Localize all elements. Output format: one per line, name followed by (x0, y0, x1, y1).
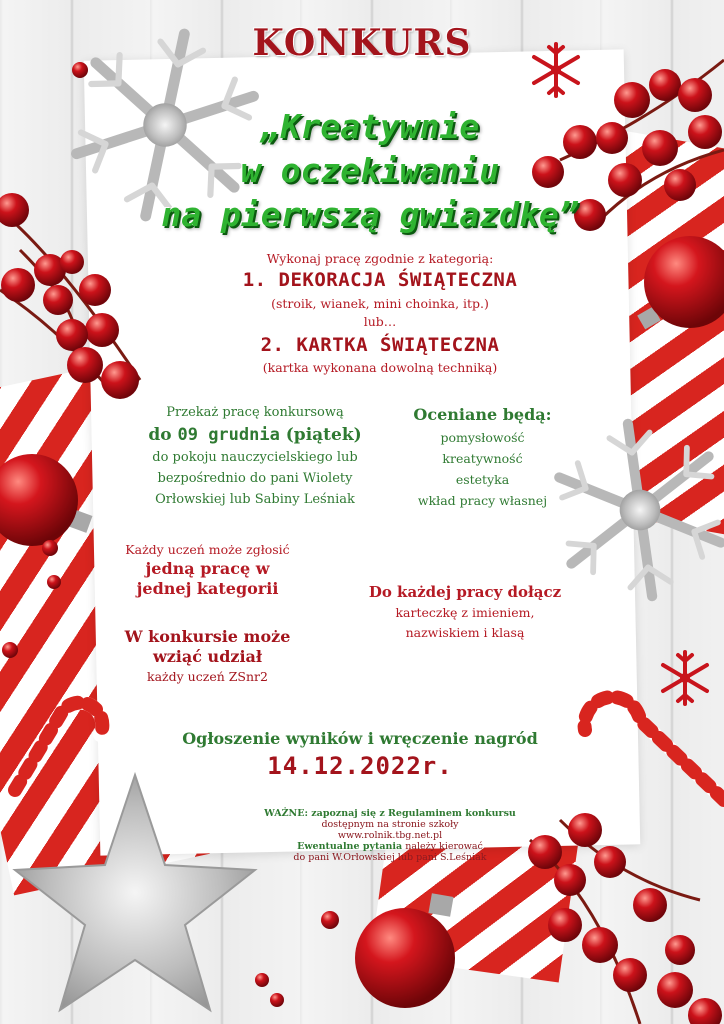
criteria-title: Oceniane będą: (413, 405, 552, 424)
christmas-ball-icon (0, 454, 92, 546)
fineprint-label: WAŻNE: (264, 808, 308, 819)
criteria-item: wkład pracy własnej (417, 493, 548, 508)
deadline-date (130, 423, 380, 447)
christmas-ball-icon (637, 236, 724, 329)
fineprint-link[interactable]: www.rolnik.tbg.net.pl (337, 830, 443, 841)
deadline-line: do pokoju nauczycielskiego lub (152, 450, 358, 465)
snowflake-icon (553, 413, 724, 606)
attach-line: karteczkę z imieniem, (395, 605, 535, 620)
attach-title: Do każdej pracy dołącz (368, 583, 562, 601)
attach-section (340, 581, 590, 643)
deadline-date-suffix: (piątek) (279, 425, 362, 445)
contest-subtitle (100, 105, 640, 237)
attach-line: nazwiskiem i klasą (405, 625, 525, 640)
snowflake-icon (663, 652, 707, 704)
deadline-section (130, 402, 380, 510)
fineprint-text: zapoznaj się z Regulaminem konkursu (307, 808, 516, 819)
deadline-line: Przekaż pracę konkursową (166, 405, 344, 420)
categories-section (130, 250, 630, 377)
category-2-title: 2. KARTKA ŚWIĄTECZNA (260, 334, 500, 356)
subtitle-line: na pierwszą gwiazdkę” (161, 195, 579, 234)
fineprint-label: Ewentualne pytania (297, 841, 403, 852)
fineprint-line (240, 841, 540, 852)
results-date: 14.12.2022r. (267, 752, 453, 780)
rule-text: każdy uczeń ZSnr2 (147, 669, 268, 684)
category-1-note: (stroik, wianek, mini choinka, itp.) (271, 296, 489, 311)
deadline-line: bezpośrednio do pani Wiolety (157, 471, 353, 486)
berry-icon (528, 813, 722, 1024)
star-icon (15, 775, 255, 1010)
or-text: lub… (363, 314, 397, 329)
criteria-item: kreatywność (442, 451, 523, 466)
candy-cane-icon (15, 703, 102, 790)
page-title: KONKURS (252, 22, 472, 64)
fineprint-text: należy kierować (402, 841, 483, 852)
fineprint-line: do pani W.Orłowskiej lub pani S.Leśniak (293, 852, 487, 863)
results-title: Ogłoszenie wyników i wręczenie nagród (182, 729, 538, 748)
criteria-item: pomysłowość (440, 430, 525, 445)
rule-one-entry (95, 540, 320, 599)
fineprint (240, 808, 540, 863)
fineprint-line (240, 808, 540, 819)
rule-bold-text: wziąć udział (152, 647, 263, 666)
criteria-item: estetyka (455, 472, 510, 487)
rule-participation (95, 627, 320, 687)
rule-bold-text: W konkursie może (124, 627, 291, 646)
results-section (110, 728, 610, 782)
deadline-line: Orłowskiej lub Sabiny Leśniak (155, 492, 355, 507)
deadline-date-bold: 09 grudnia (177, 425, 280, 445)
criteria-section (395, 403, 570, 511)
subtitle-line: w oczekiwaniu (240, 151, 500, 190)
rule-bold-text: jednej kategorii (136, 579, 279, 598)
intro-text: Wykonaj pracę zgodnie z kategorią: (266, 251, 494, 266)
deadline-date-prefix: do (148, 425, 178, 445)
category-1-title: 1. DEKORACJA ŚWIĄTECZNA (242, 269, 518, 291)
rule-bold-text: jedną pracę w (145, 559, 270, 578)
subtitle-line: „Kreatywnie (260, 107, 480, 146)
christmas-ball-icon (355, 893, 455, 1008)
category-2-note: (kartka wykonana dowolną techniką) (262, 360, 498, 375)
rule-text: Każdy uczeń może zgłosić (125, 542, 290, 557)
fineprint-line: dostępnym na stronie szkoły (321, 819, 459, 830)
